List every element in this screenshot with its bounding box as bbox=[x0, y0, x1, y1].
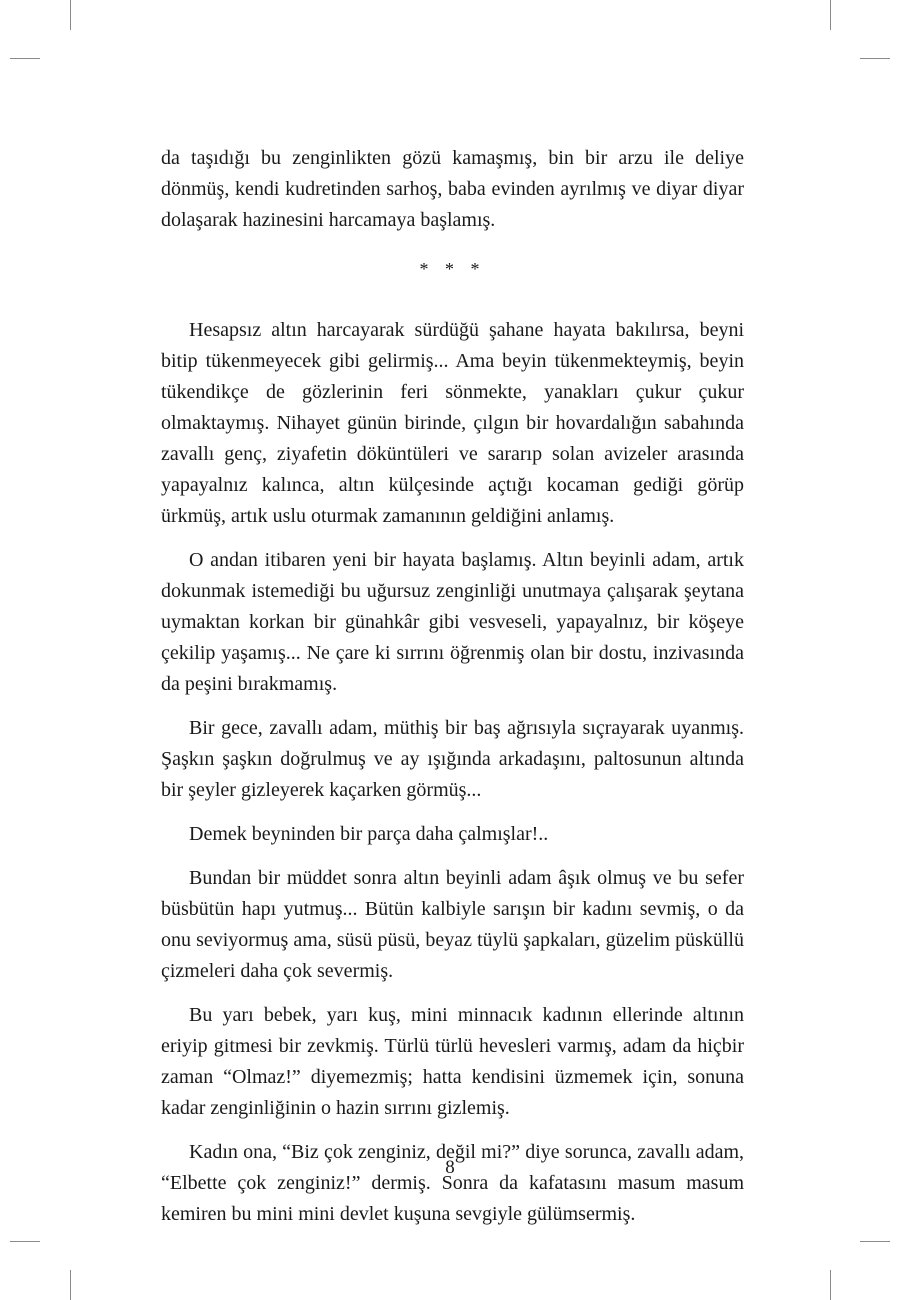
paragraph: Bu yarı bebek, yarı kuş, mini minnacık kadının ellerinde altının eriyip gitmesi bir zevkmiş. Türlü türlü hevesleri varmış, adam da hiçbir zaman “Olmaz!” diyemezmiş; hatta kendisini üzmemek için, sonuna kadar zenginliğinin o hazin sırrını gizlemiş. bbox=[161, 1004, 744, 1119]
paragraph: Hesapsız altın harcayarak sürdüğü şahane hayata bakılırsa, beyni bitip tükenmeyecek gibi gelirmiş... Ama beyin tükenmekteymiş, beyin tükendikçe de gözlerinin feri sönmekte, yanakları çukur çukur olmaktaymış. Nihayet günün birinde, çılgın bir hovardalığın sabahında zavallı genç, ziyafetin döküntüleri ve sararıp solan avizeler arasında yapayalnız kalınca, altın külçesinde açtığı kocaman gediği görüp ürkmüş, artık uslu oturmak zamanının geldiğini anlamış. bbox=[161, 319, 744, 527]
section-separator: * * * bbox=[419, 259, 486, 279]
paragraph: Bundan bir müddet sonra altın beyinli adam âşık olmuş ve bu sefer büsbütün hapı yutmuş... Bütün kalbiyle sarışın bir kadını sevmiş, o da onu seviyormuş ama, süsü püsü, beyaz tüylü şapkaları, güzelim püsküllü çizmeleri daha çok severmiş. bbox=[161, 867, 744, 982]
crop-mark-right-top bbox=[860, 58, 890, 59]
crop-mark-top-right bbox=[830, 0, 831, 30]
paragraph: da taşıdığı bu zenginlikten gözü kamaşmış, bin bir arzu ile deliye dönmüş, kendi kudretinden sarhoş, baba evinden ayrılmış ve diyar diyar dolaşarak hazinesini harcamaya başlamış. bbox=[161, 147, 744, 231]
crop-mark-bottom-left bbox=[70, 1270, 71, 1300]
crop-mark-bottom-right bbox=[830, 1270, 831, 1300]
paragraph: Demek beyninden bir parça daha çalmışlar!.. bbox=[189, 823, 549, 845]
paragraph: Kadın ona, “Biz çok zenginiz, değil mi?” diye sorunca, zavallı adam, “Elbette çok zenginiz!” dermiş. Sonra da kafatasını masum masum kemiren bu mini mini devlet kuşuna sevgiyle gülümsermiş. bbox=[161, 1141, 744, 1225]
paragraph: O andan itibaren yeni bir hayata başlamış. Altın beyinli adam, artık dokunmak istemediği bu uğursuz zenginliği unutmaya çalışarak şeytana uymaktan korkan bir günahkâr gibi vesveseli, yapayalnız, bir köşeye çekilip yaşamış... Ne çare ki sırrını öğrenmiş olan bir dostu, inzivasında da peşini bırakmamış. bbox=[161, 549, 744, 695]
crop-mark-right-bottom bbox=[860, 1241, 890, 1242]
crop-mark-left-top bbox=[10, 58, 40, 59]
page-number: 8 bbox=[445, 1157, 455, 1178]
crop-mark-left-bottom bbox=[10, 1241, 40, 1242]
paragraph: Bir gece, zavallı adam, müthiş bir baş ağrısıyla sıçrayarak uyanmış. Şaşkın şaşkın doğrulmuş ve ay ışığında arkadaşını, paltosunun altında bir şeyler gizleyerek kaçarken görmüş... bbox=[161, 717, 744, 801]
body-text bbox=[161, 143, 744, 1243]
crop-mark-top-left bbox=[70, 0, 71, 30]
